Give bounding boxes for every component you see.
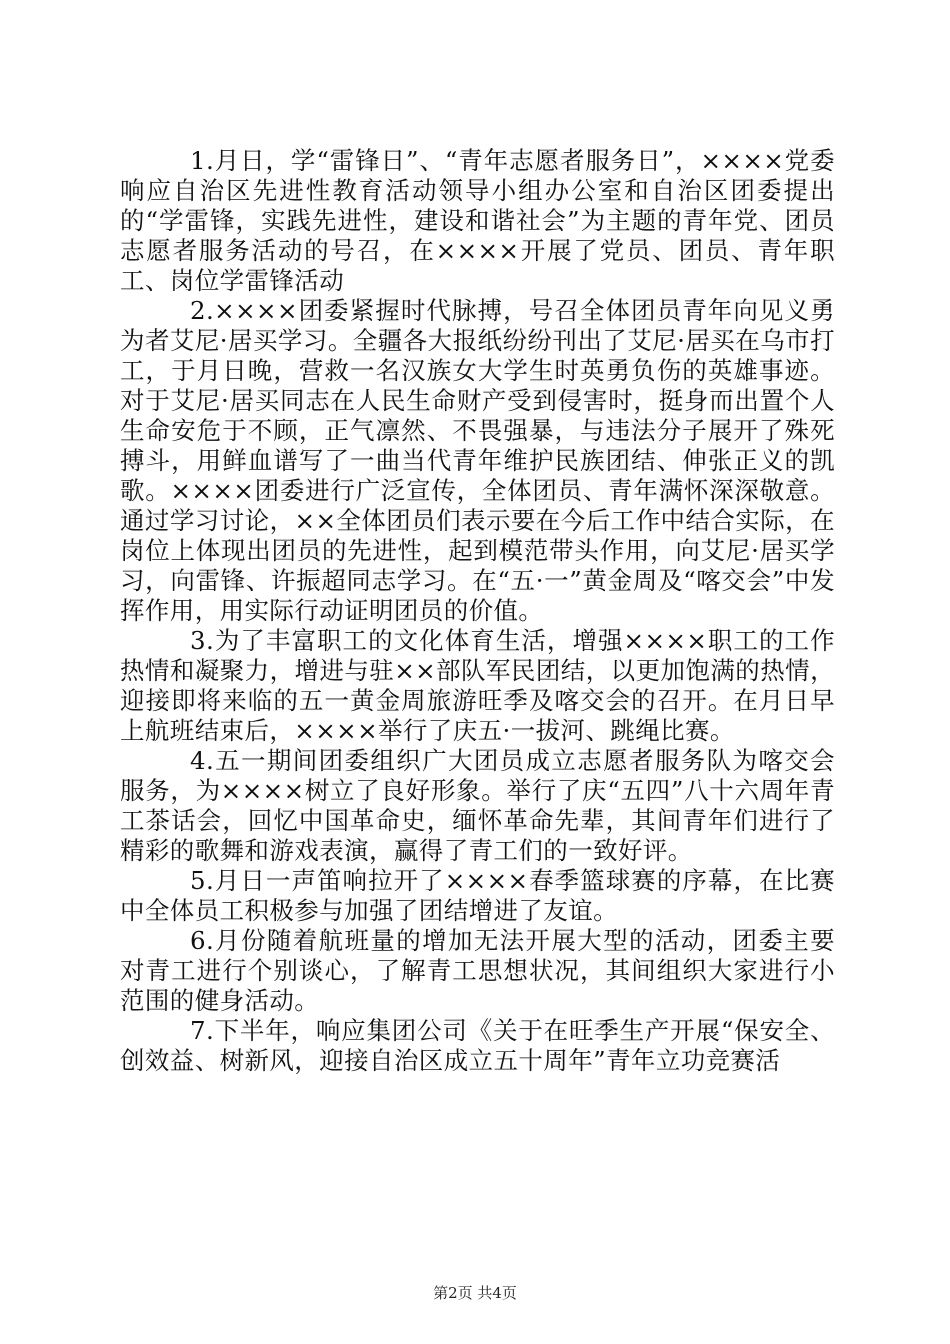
- paragraph-1: 1.月日，学“雷锋日”、“青年志愿者服务日”，××××党委响应自治区先进性教育活动领导小组办公室和自治区团委提出的“学雷锋，实践先进性，建设和谐社会”为主题的青年党、团员志愿者服务活动的号召，在××××开展了党员、团员、青年职工、岗位学雷锋活动: [120, 146, 835, 295]
- paragraph-6: 6.月份随着航班量的增加无法开展大型的活动，团委主要对青工进行个别谈心，了解青工思想状况，其间组织大家进行小范围的健身活动。: [120, 926, 835, 1015]
- paragraph-7: 7.下半年，响应集团公司《关于在旺季生产开展“保安全、创效益、树新风，迎接自治区成立五十周年”青年立功竞赛活: [120, 1016, 835, 1075]
- page-number: 第2页 共4页: [433, 1284, 517, 1302]
- document-body: [120, 146, 835, 1076]
- paragraph-5: 5.月日一声笛响拉开了××××春季篮球赛的序幕，在比赛中全体员工积极参与加强了团结增进了友谊。: [120, 866, 835, 925]
- paragraph-2: 2.××××团委紧握时代脉搏，号召全体团员青年向见义勇为者艾尼·居买学习。全疆各大报纸纷纷刊出了艾尼·居买在乌市打工，于月日晚，营救一名汉族女大学生时英勇负伤的英雄事迹。对于艾尼·居买同志在人民生命财产受到侵害时，挺身而出置个人生命安危于不顾，正气凛然、不畏强暴，与违法分子展开了殊死搏斗，用鲜血谱写了一曲当代青年维护民族团结、伸张正义的凯歌。××××团委进行广泛宣传，全体团员、青年满怀深深敬意。通过学习讨论，××全体团员们表示要在今后工作中结合实际，在岗位上体现出团员的先进性，起到模范带头作用，向艾尼·居买学习，向雷锋、许振超同志学习。在“五·一”黄金周及“喀交会”中发挥作用，用实际行动证明团员的价值。: [120, 296, 835, 625]
- page-footer: [0, 1282, 950, 1303]
- paragraph-4: 4.五一期间团委组织广大团员成立志愿者服务队为喀交会服务，为××××树立了良好形象。举行了庆“五四”八十六周年青工茶话会，回忆中国革命史，缅怀革命先辈，其间青年们进行了精彩的歌舞和游戏表演，赢得了青工们的一致好评。: [120, 746, 835, 865]
- paragraph-3: 3.为了丰富职工的文化体育生活，增强××××职工的工作热情和凝聚力，增进与驻××部队军民团结，以更加饱满的热情，迎接即将来临的五一黄金周旅游旺季及喀交会的召开。在月日早上航班结束后，××××举行了庆五·一拔河、跳绳比赛。: [120, 626, 835, 745]
